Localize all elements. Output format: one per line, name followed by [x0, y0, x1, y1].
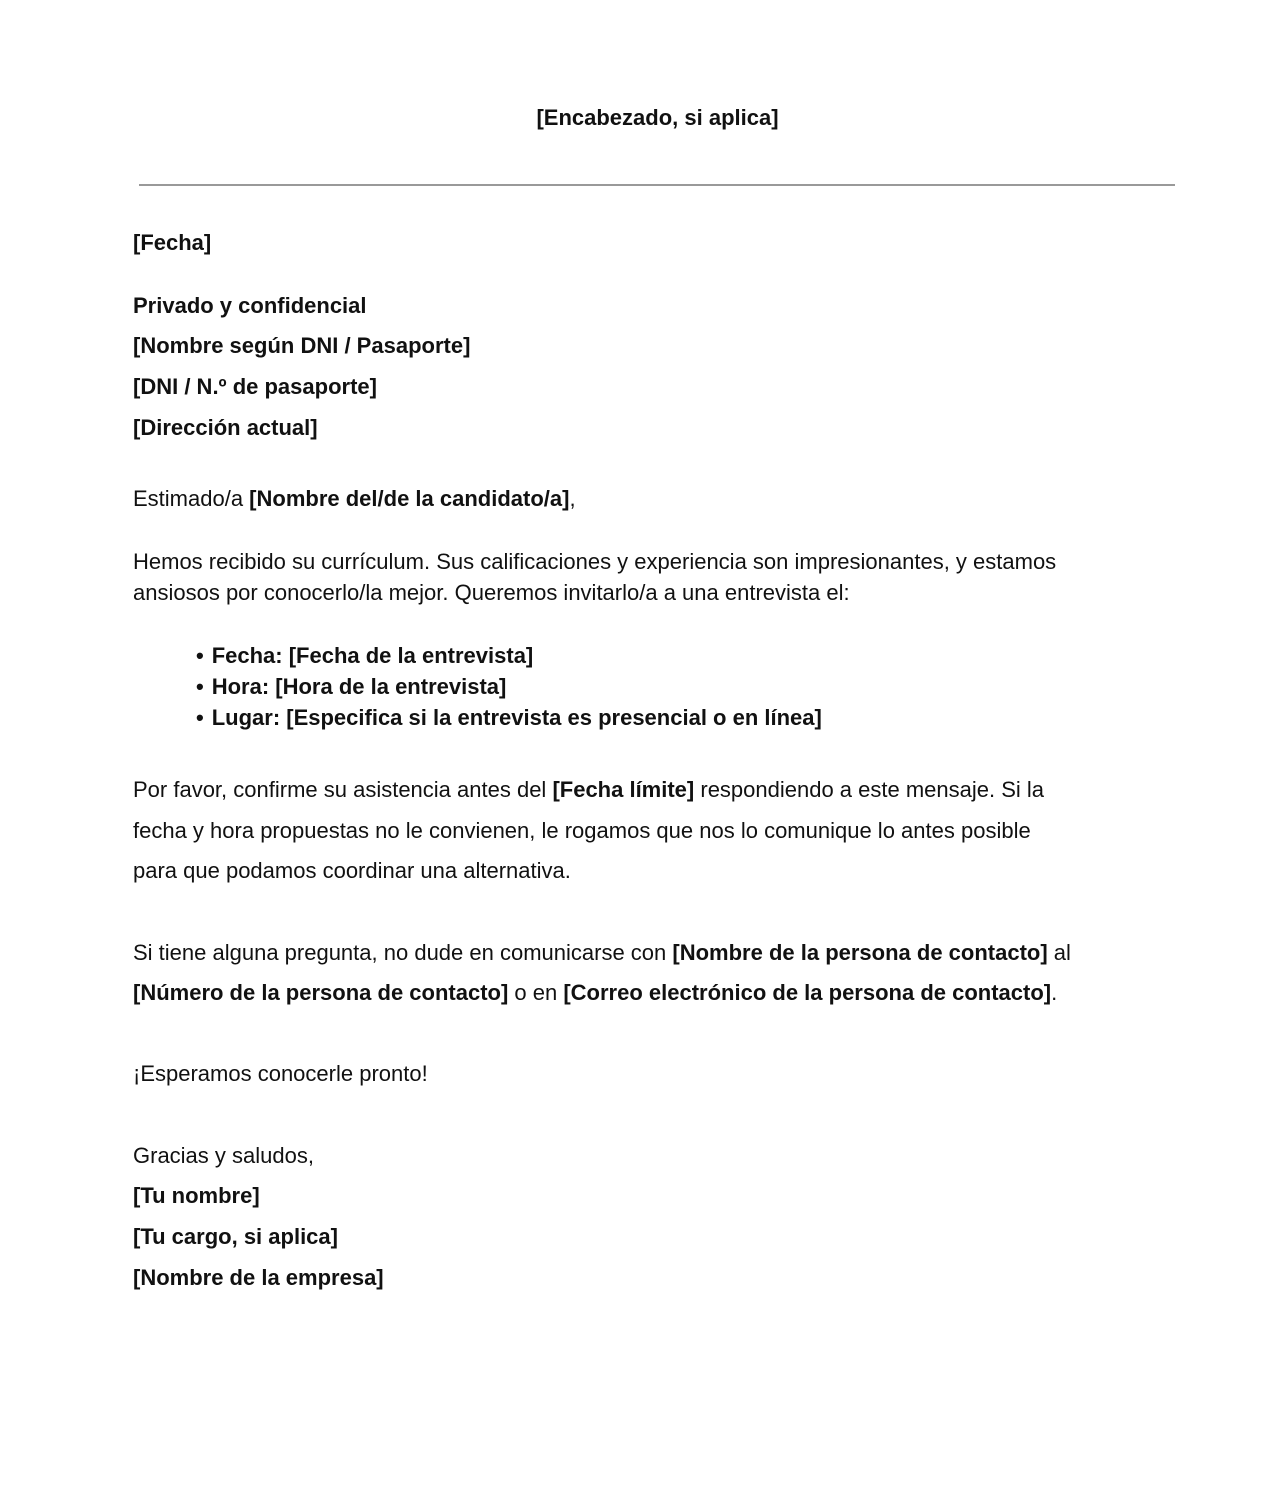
header-divider: [139, 184, 1175, 186]
confirm-line-1: Por favor, confirme su asistencia antes del [Fecha límite] respondiendo a este mensaje. Si la: [133, 777, 1045, 802]
detail-location: • Lugar: [Especifica si la entrevista es presencial o en línea]: [196, 705, 822, 730]
candidate-name: [Nombre del/de la candidato/a]: [249, 486, 570, 511]
recipient-address: [Dirección actual]: [133, 415, 318, 440]
bullet-icon: •: [196, 643, 204, 668]
document-header: [Encabezado, si aplica]: [536, 105, 779, 130]
confidential-label: Privado y confidencial: [133, 293, 367, 318]
letter-date: [Fecha]: [133, 230, 212, 255]
closing-line: ¡Esperamos conocerle pronto!: [133, 1061, 428, 1086]
recipient-id: [DNI / N.º de pasaporte]: [133, 374, 377, 399]
confirm-line-3: para que podamos coordinar una alternativa.: [133, 858, 571, 883]
contact-line-1: Si tiene alguna pregunta, no dude en comunicarse con [Nombre de la persona de contacto] al: [133, 940, 1071, 965]
contact-email-placeholder: [Correo electrónico de la persona de contacto]: [563, 980, 1052, 1005]
contact-name-placeholder: [Nombre de la persona de contacto]: [672, 940, 1048, 965]
contact-number-placeholder: [Número de la persona de contacto]: [133, 980, 509, 1005]
salutation: Gracias y saludos,: [133, 1143, 314, 1168]
bullet-icon: •: [196, 705, 204, 730]
deadline-placeholder: [Fecha límite]: [552, 777, 695, 802]
confirm-line-2: fecha y hora propuestas no le convienen, le rogamos que nos lo comunique lo antes posible: [133, 818, 1031, 843]
contact-line-2: [Número de la persona de contacto] o en [Correo electrónico de la persona de contacto].: [133, 980, 1058, 1005]
bullet-icon: •: [196, 674, 204, 699]
intro-line-1: Hemos recibido su currículum. Sus calificaciones y experiencia son impresionantes, y estamos: [133, 549, 1057, 574]
detail-time: • Hora: [Hora de la entrevista]: [196, 674, 507, 699]
sender-name: [Tu nombre]: [133, 1183, 260, 1208]
recipient-name: [Nombre según DNI / Pasaporte]: [133, 333, 471, 358]
sender-title: [Tu cargo, si aplica]: [133, 1224, 338, 1249]
greeting: Estimado/a [Nombre del/de la candidato/a],: [133, 486, 576, 511]
detail-date: • Fecha: [Fecha de la entrevista]: [196, 643, 534, 668]
intro-line-2: ansiosos por conocerlo/la mejor. Queremos invitarlo/a a una entrevista el:: [133, 580, 850, 605]
company-name: [Nombre de la empresa]: [133, 1265, 384, 1290]
